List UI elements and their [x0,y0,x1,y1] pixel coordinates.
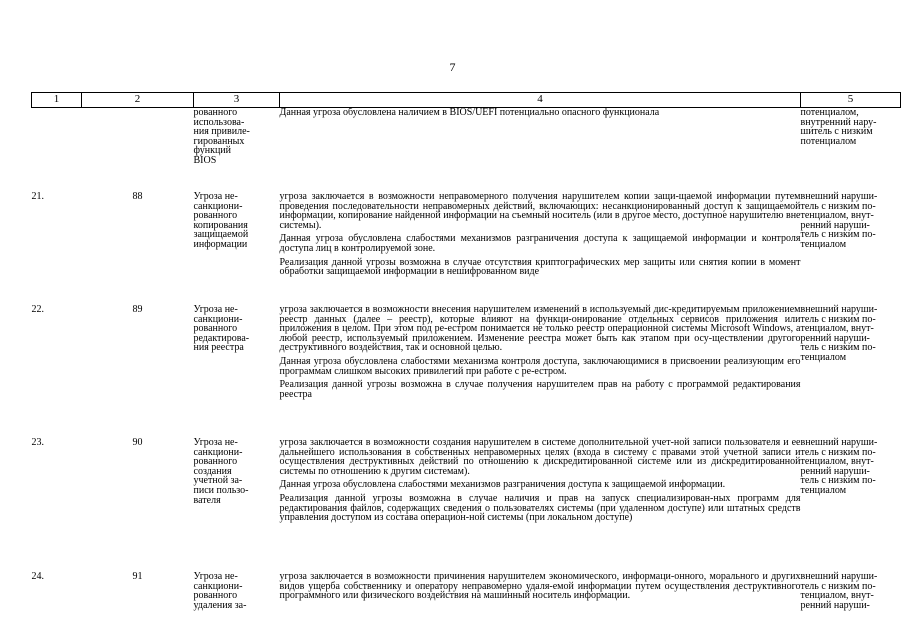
header-col-2: 2 [82,93,194,108]
threat-name-cell: рованного использова- ния привиле- гированных функций BIOS [193,107,250,166]
threat-description-cell [280,192,801,305]
threat-name-cell: Угроза не- санкциони- рованного создания учетной за- писи пользо- вателя [193,437,249,506]
threat-description-cell [280,438,801,572]
header-col-4: 4 [280,93,801,108]
row-number-cell: 24. [31,571,44,582]
description-paragraph: угроза заключается в возможности внесения нарушителем изменений в используемый дис-кредитируемым приложением реестр данных (далее – реестр), которые влияют на функци-онирование отдельных сервисов приложения или приложения в целом. При этом под ре-естром понимается не только реестр операционной системы Microsoft Windows, а любой реестр, используемый приложением. Изменение реестра может быть как этапом при осу-ществлении другого деструктивного воздействия, так и основной целью. [279,304,801,354]
header-col-3: 3 [194,93,280,108]
threat-id-cell: 89 [132,304,143,315]
violator-cell: внешний наруши- тель с низким по- тенциалом, внут- ренний наруши- [800,571,878,611]
violator-cell: внешний наруши- тель с низким по- тенциалом, внут- ренний наруши- тель с низким по- тенциалом [800,437,878,496]
table-header-row [32,93,901,108]
description-paragraph: Реализация данной угрозы возможна в случае получения нарушителем прав на работу с программой редактирования реестра [279,379,801,400]
description-paragraph: угроза заключается в возможности причинения нарушителем экономического, информаци-онного, морального и других видов ущерба собственнику и оператору неправомерно удаля-емой информации путем осуществления деструктивного программного или физического воздействия на машинный носитель информации. [279,571,801,602]
threat-id-cell: 90 [132,437,143,448]
table-row [32,192,901,305]
violator-cell: потенциалом, внутренний нару- шитель с низким потенциалом [800,107,877,147]
threat-id-cell: 91 [132,571,143,582]
row-number-cell [32,108,82,193]
threats-table [31,92,901,632]
violator-cell: внешний наруши- тель с низким по- тенциалом, внут- ренний наруши- тель с низким по- тенциалом [800,304,878,363]
threat-name-cell: Угроза не- санкциони- рованного редактирова- ния реестра [193,304,250,354]
row-number-cell: 23. [31,437,44,448]
threat-name-cell: Угроза не- санкциони- рованного копирования защищаемой информации [193,191,249,250]
table-row [32,438,901,572]
description-paragraph: Данная угроза обусловлена слабостями механизма контроля доступа, заключающимися в присвоении реализующим его программам слишком высоких привилегий при работе с ре-естром. [279,355,801,377]
threat-description-cell [280,572,801,632]
header-col-5: 5 [801,93,901,108]
violator-cell: внешний наруши- тель с низким по- тенциалом, внут- ренний наруши- тель с низким по- тенциалом [800,191,878,250]
description-paragraph: Данная угроза обусловлена слабостями механизмов разграничения доступа к защищаемой информации и контроля доступа лиц в контролируемой зоне. [279,233,801,254]
row-number-cell: 22. [31,304,44,315]
table-row-continuation [32,108,901,193]
description-paragraph: Реализация данной угрозы возможна в случае отсутствия криптографических мер защиты или снятия копии в момент обработки защищаемой информации в нешифрованном виде [279,256,801,278]
header-col-1: 1 [32,93,82,108]
threat-name-cell: Угроза не- санкциони- рованного удаления за- [193,571,247,611]
row-number-cell: 21. [31,191,44,202]
threat-id-cell: 88 [132,191,143,202]
page-number: 7 [449,60,456,74]
description-paragraph: Данная угроза обусловлена наличием в BIOS/UEFI потенциально опасного функционала [279,107,660,118]
table-row [32,572,901,632]
threat-description-cell [280,108,801,193]
table-row [32,305,901,438]
description-paragraph: угроза заключается в возможности создания нарушителем в системе дополнительной учет-ной записи пользователя и ее дальнейшего использования в собственных неправомерных целях (входа в систему с правами этой учетной записи и осуществления деструктивных действий по отношению к дискредитированной системе или из дискредитированной системы по отношению к другим системам). [279,437,801,477]
description-paragraph: Данная угроза обусловлена слабостями механизмов разграничения доступа к защищаемой информации. [279,479,726,491]
description-paragraph: Реализация данной угрозы возможна в случае наличия и прав на запуск специализирован-ных программ для редактирования файлов, содержащих сведения о пользователях системы (при удаленном доступе) или штатных средств управления доступом из состава операцион-ной системы (при локальном доступе) [279,492,801,524]
threat-description-cell [280,305,801,438]
description-paragraph: угроза заключается в возможности неправомерного получения нарушителем копии защи-щаемой информации путем проведения последовательности неправомерных действий, включающих: несанкционированный доступ к защищаемой информации, копирование найденной информации на съемный носитель (или в другое место, доступное нарушителю вне системы). [279,191,801,231]
threat-id-cell [82,108,194,193]
